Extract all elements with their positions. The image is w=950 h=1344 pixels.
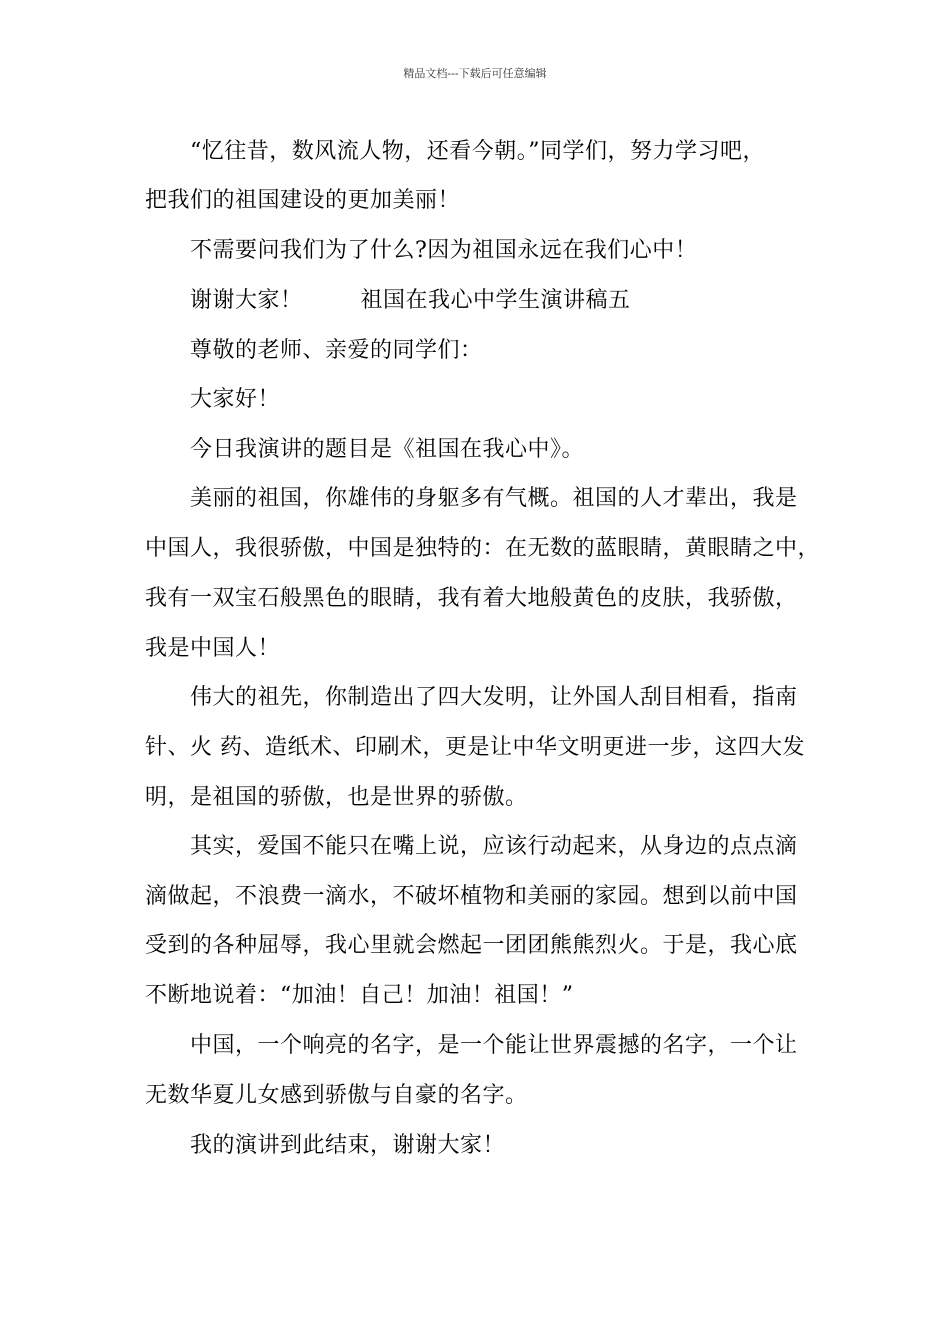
text-line: 我有一双宝石般黑色的眼睛，我有着大地般黄色的皮肤，我骄傲，	[145, 586, 798, 611]
text-line: 把我们的祖国建设的更加美丽！	[145, 188, 461, 213]
text-line: 美丽的祖国，你雄伟的身躯多有气概。祖国的人才辈出，我是	[190, 486, 798, 511]
text-line: 伟大的祖先，你制造出了四大发明，让外国人刮目相看，指南	[190, 685, 798, 710]
section-title-line	[190, 286, 631, 316]
text-line: 谢谢大家！	[190, 288, 303, 313]
text-line: 今日我演讲的题目是《祖国在我心中》。	[190, 437, 585, 462]
text-line: 其实，爱国不能只在嘴上说，应该行动起来，从身边的点点滴	[190, 834, 798, 859]
text-line: 大家好！	[190, 387, 281, 412]
page-header: 精品文档---下载后可任意编辑	[403, 67, 547, 80]
text-line: 中国，一个响亮的名字，是一个能让世界震撼的名字，一个让	[190, 1033, 798, 1058]
text-line: “忆往昔，数风流人物，还看今朝。”同学们，努力学习吧，	[190, 139, 765, 164]
text-line: 明，是祖国的骄傲，也是世界的骄傲。	[145, 785, 528, 810]
text-line: 中国人，我很骄傲，中国是独特的：在无数的蓝眼睛，黄眼睛之中，	[145, 536, 821, 561]
text-line: 针、火 药、造纸术、印刷术，更是让中华文明更进一步，这四大发	[145, 735, 805, 760]
text-line: 尊敬的老师、亲爱的同学们：	[190, 338, 483, 363]
text-line: 无数华夏儿女感到骄傲与自豪的名字。	[145, 1083, 528, 1108]
text-line: 滴做起，不浪费一滴水，不破坏植物和美丽的家园。想到以前中国	[145, 884, 798, 909]
section-title: 祖国在我心中学生演讲稿五	[360, 288, 631, 313]
text-line: 不需要问我们为了什么?因为祖国永远在我们心中！	[190, 238, 698, 263]
text-line: 我的演讲到此结束，谢谢大家！	[190, 1133, 506, 1158]
text-line: 不断地说着：“加油！自己！加油！祖国！”	[145, 983, 574, 1008]
text-line: 我是中国人！	[145, 636, 281, 661]
text-line: 受到的各种屈辱，我心里就会燃起一团团熊熊烈火。于是，我心底	[145, 933, 798, 958]
